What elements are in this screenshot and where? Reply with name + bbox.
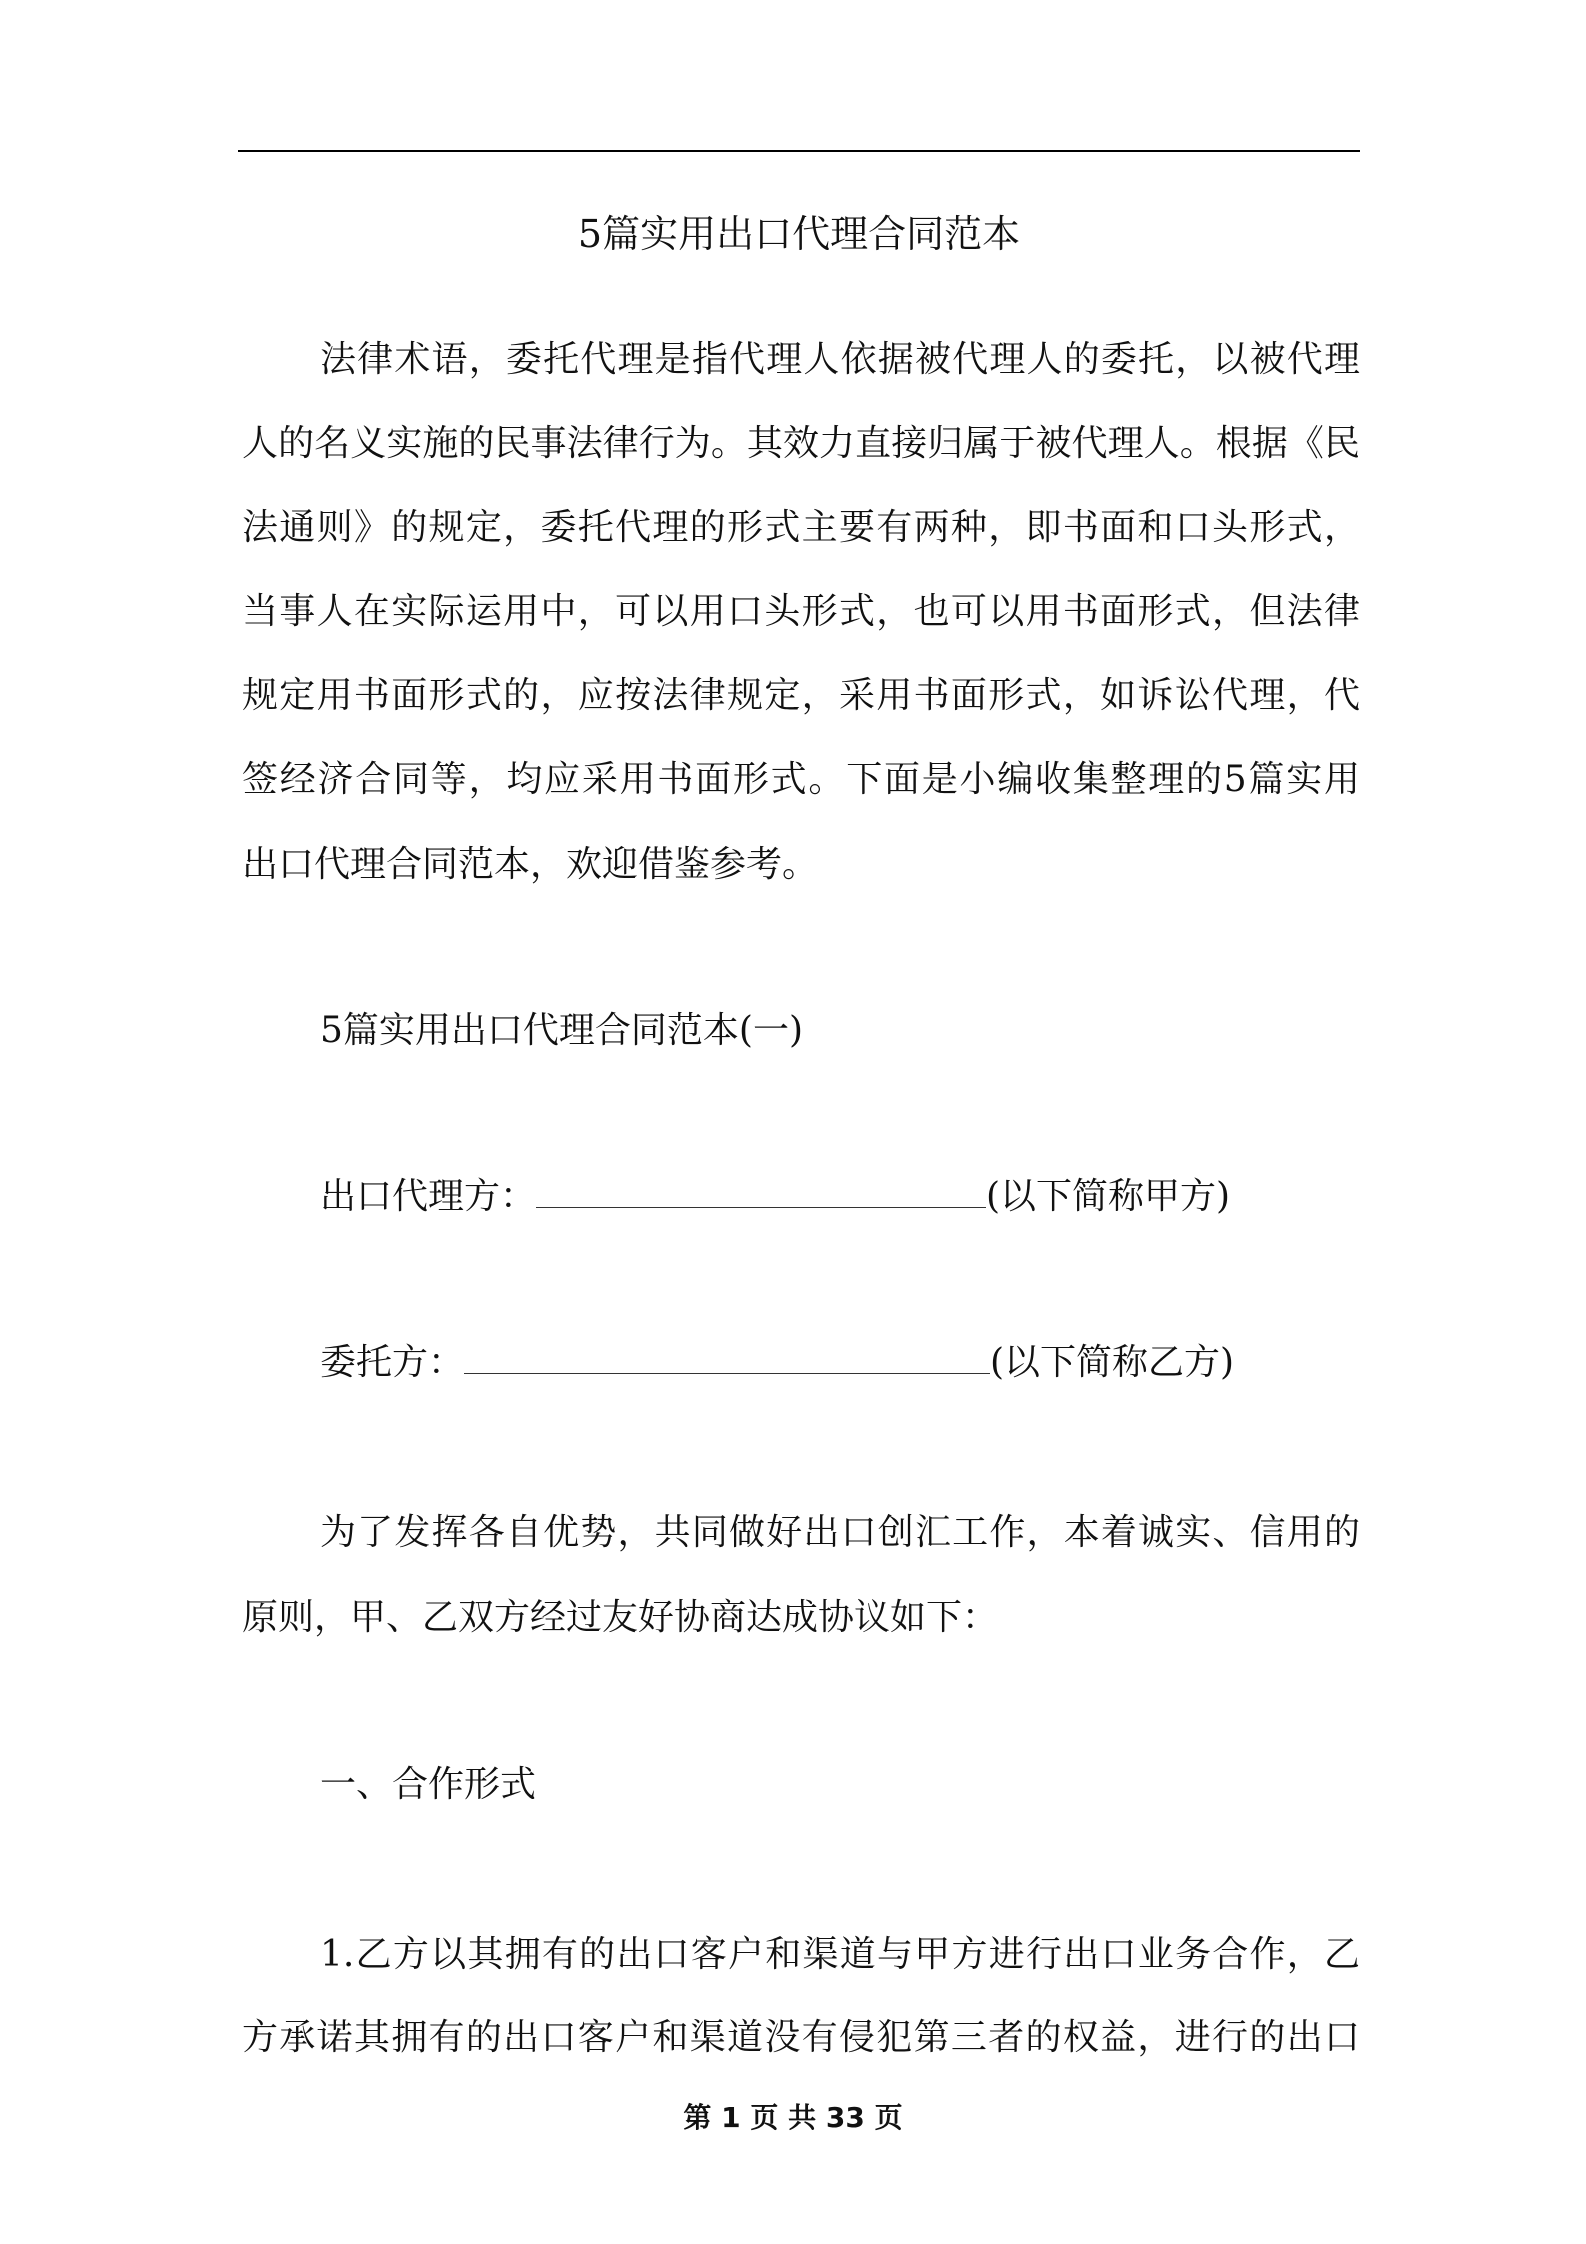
intro-line: 规定用书面形式的，应按法律规定，采用书面形式，如诉讼代理，代: [242, 675, 1360, 716]
party-b-blank-field[interactable]: [464, 1339, 990, 1374]
party-a-suffix: (以下简称甲方): [986, 1176, 1231, 1217]
party-b-line: [320, 1339, 1360, 1387]
document-title: 5篇实用出口代理合同范本: [577, 212, 1021, 256]
intro-line: 签经济合同等，均应采用书面形式。下面是小编收集整理的5篇实用: [242, 759, 1360, 800]
party-a-label: 出口代理方：: [320, 1176, 537, 1217]
page-number-footer: 第 1 页 共 33 页: [683, 2101, 903, 2134]
heading-cooperation-form: 一、合作形式: [320, 1764, 537, 1805]
section-title: 5篇实用出口代理合同范本(一): [320, 1010, 803, 1051]
party-a-blank-field[interactable]: [536, 1173, 986, 1208]
party-b-suffix: (以下简称乙方): [990, 1342, 1235, 1383]
intro-line: 法律术语，委托代理是指代理人依据被代理人的委托，以被代理: [320, 339, 1360, 380]
clause-line: 1.乙方以其拥有的出口客户和渠道与甲方进行出口业务合作，乙: [320, 1934, 1360, 1975]
intro-line: 出口代理合同范本，欢迎借鉴参考。: [242, 844, 819, 885]
party-a-line: [320, 1173, 1360, 1221]
intro-line: 当事人在实际运用中，可以用口头形式，也可以用书面形式，但法律: [242, 591, 1360, 632]
intro-line: 人的名义实施的民事法律行为。其效力直接归属于被代理人。根据《民: [242, 423, 1360, 464]
preamble-line: 为了发挥各自优势，共同做好出口创汇工作，本着诚实、信用的: [320, 1512, 1360, 1553]
party-b-label: 委托方：: [320, 1342, 465, 1383]
clause-line: 方承诺其拥有的出口客户和渠道没有侵犯第三者的权益，进行的出口: [242, 2017, 1360, 2058]
header-rule: [238, 150, 1360, 152]
preamble-line: 原则，甲、乙双方经过友好协商达成协议如下：: [242, 1597, 999, 1638]
intro-line: 法通则》的规定，委托代理的形式主要有两种，即书面和口头形式，: [242, 507, 1360, 548]
